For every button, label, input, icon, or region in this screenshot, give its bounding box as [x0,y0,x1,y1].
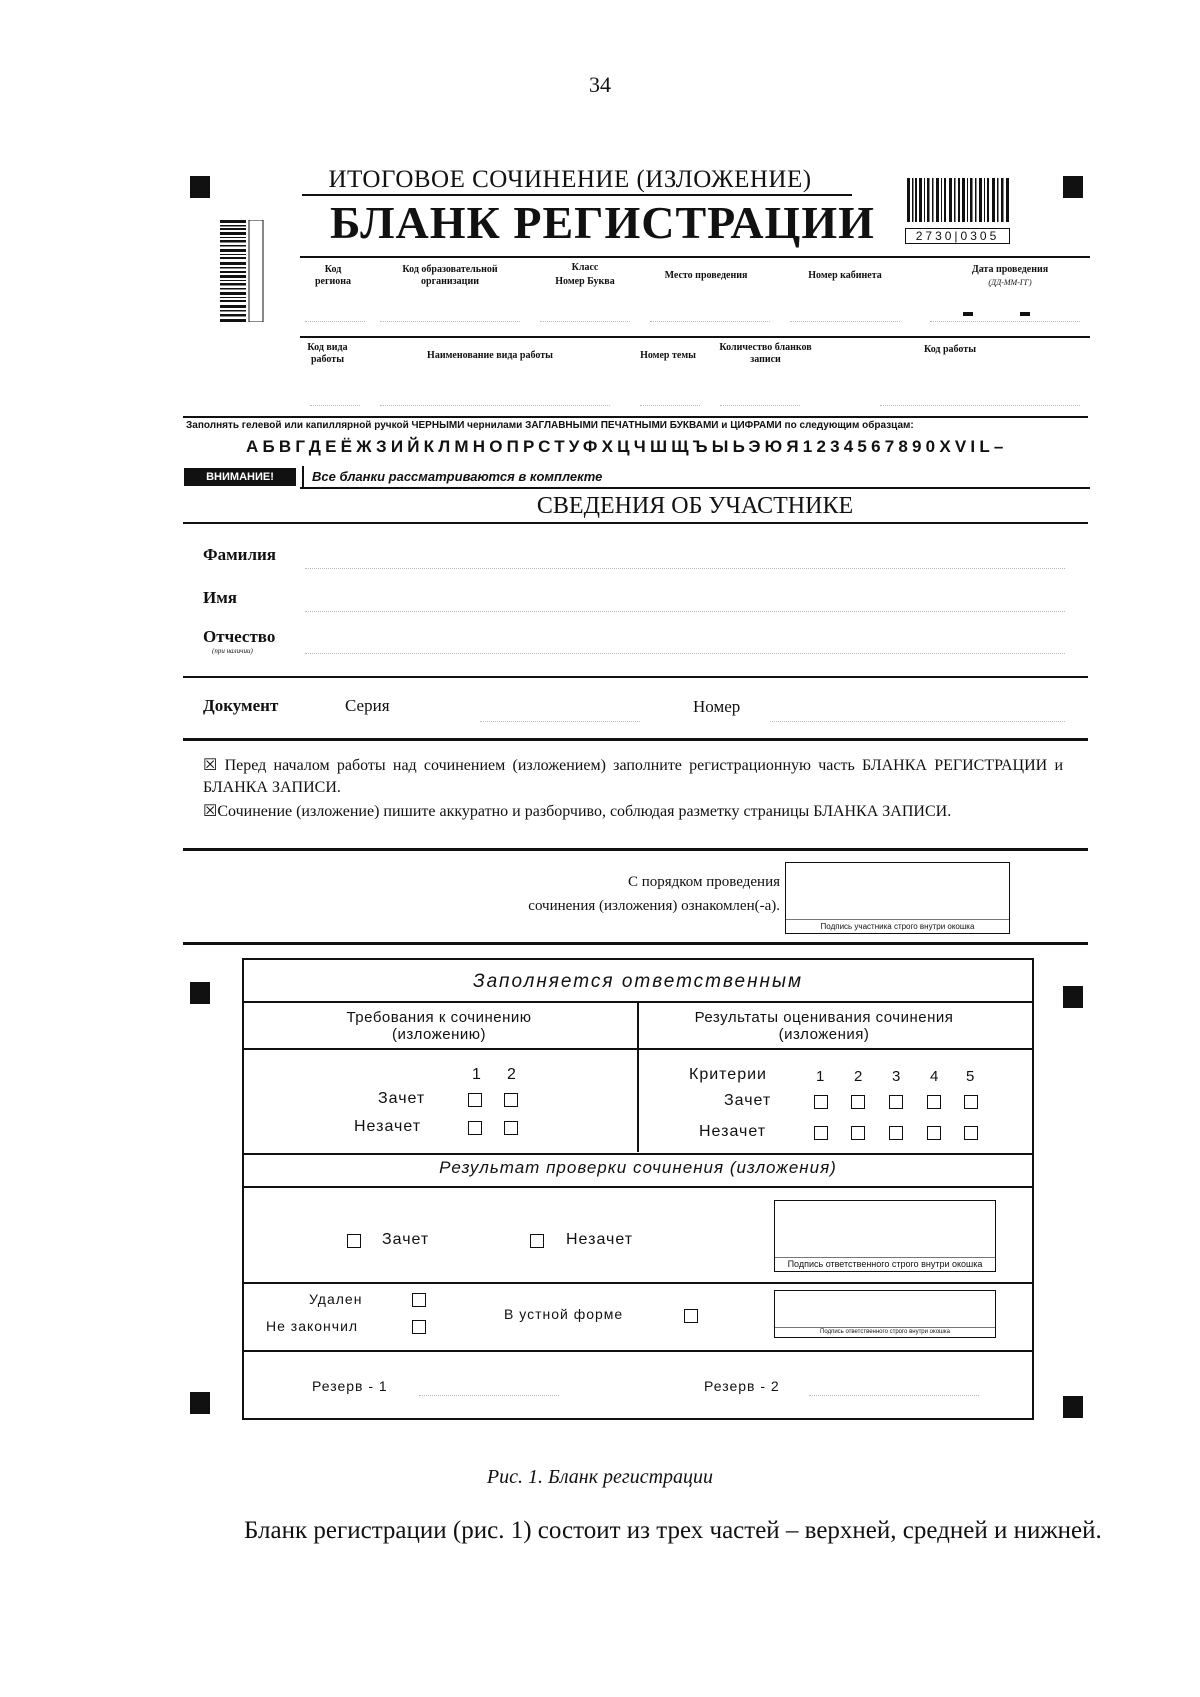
note-1-text: Перед началом работы над сочинением (изложением) заполните регистрационную часть БЛАНКА РЕГИСТРАЦИИ и БЛАНКА ЗАПИСИ. [203,757,1064,796]
label-work-type-name: Наименование вида работы [427,350,553,361]
instruction-top-line [183,416,1088,418]
header-divider-2 [300,336,1090,338]
field-region-code[interactable] [305,292,365,322]
responsible-signature-box-2[interactable] [774,1290,996,1338]
req-fail-checkbox-2[interactable] [504,1121,518,1135]
label-blank-count: Количество бланков записи [719,342,812,365]
note-2-text: Сочинение (изложение) пишите аккуратно и разборчиво, соблюдая разметку страницы БЛАНКА ЗАПИСИ. [217,803,952,820]
anchor-marker-bottom-right [1063,1396,1083,1418]
criteria-label: Критерии [689,1066,767,1083]
document-top-line [183,676,1088,678]
note-2-checkbox-icon: ☒ [203,803,218,820]
label-series: Серия [345,696,390,715]
criteria-pass-checkbox-5[interactable] [964,1095,978,1109]
responsible-top-line [183,942,1088,945]
check-result-title-underline [244,1186,1032,1188]
page-number: 34 [589,72,611,97]
field-surname[interactable] [305,535,1065,569]
req-pass-checkbox-2[interactable] [504,1093,518,1107]
fill-rule-text: Заполнять гелевой или капиллярной ручкой ЧЕРНЫМИ чернилами ЗАГЛАВНЫМИ ПЕЧАТНЫМИ БУКВАМИ и ЦИФРАМИ по следующим образцам: [186,420,914,431]
check-result-title: Результат проверки сочинения (изложения) [439,1158,837,1177]
responsible-signature-caption: Подпись ответственного строго внутри окошка [775,1257,995,1269]
anchor-marker-bottom-left [190,1392,210,1414]
field-topic-number[interactable] [640,376,700,406]
participant-title-underline [183,522,1088,524]
req-number-2: 2 [507,1066,516,1083]
acknowledge-line-1: С порядком проведения [627,874,780,890]
label-venue: Место проведения [664,270,748,281]
note-1-checkbox-icon: ☒ [203,757,225,774]
field-room[interactable] [790,292,900,322]
criteria-number-4: 4 [930,1068,939,1085]
label-name: Имя [203,588,237,607]
attention-bottom-line [300,487,1090,489]
result-fail-label: Незачет [566,1231,634,1248]
field-work-type-name[interactable] [380,376,610,406]
responsible-title: Заполняется ответственным [244,960,1032,1003]
result-fail-checkbox[interactable] [530,1234,544,1248]
vertical-barcode [220,220,266,322]
field-document-series[interactable] [480,690,640,722]
anchor-marker-top-left [190,176,210,198]
criteria-fail-checkbox-2[interactable] [851,1126,865,1140]
label-work-type-code: Код вида работы [307,342,348,365]
label-date: Дата проведения [971,264,1049,275]
field-patronymic[interactable] [305,620,1065,654]
label-class: Класс [571,262,599,273]
criteria-number-5: 5 [966,1068,975,1085]
field-venue[interactable] [650,292,770,322]
criteria-pass-checkbox-1[interactable] [814,1095,828,1109]
results-header: Результаты оценивания сочинения (изложения) [694,1009,954,1043]
removed-label: Удален [309,1291,363,1307]
criteria-pass-checkbox-2[interactable] [851,1095,865,1109]
participant-section-title: СВЕДЕНИЯ ОБ УЧАСТНИКЕ [536,493,854,519]
participant-signature-box[interactable] [785,862,1010,934]
label-patronymic: Отчество [203,627,276,646]
attention-text: Все бланки рассматриваются в комплекте [312,469,603,484]
responsible-signature-box[interactable] [774,1200,996,1272]
req-fail-label: Незачет [354,1118,422,1135]
horizontal-barcode [905,178,1010,243]
date-dash-1 [963,312,973,316]
label-number: Номер [693,697,741,716]
label-work-code: Код работы [923,344,977,355]
not-finished-checkbox[interactable] [412,1320,426,1334]
anchor-marker-mid-left [190,982,210,1004]
label-class-sub: Номер Буква [555,276,615,287]
acknowledge-top-line [183,848,1088,851]
field-org-code[interactable] [380,292,520,322]
criteria-number-2: 2 [854,1068,863,1085]
document-bottom-line [183,738,1088,741]
form-title-top: ИТОГОВОЕ СОЧИНЕНИЕ (ИЗЛОЖЕНИЕ) [328,166,812,193]
label-date-format: (ДД-ММ-ГГ) [988,278,1032,287]
label-surname: Фамилия [203,545,277,564]
anchor-marker-top-right [1063,176,1083,198]
removed-checkbox[interactable] [412,1293,426,1307]
reserve-1-field[interactable] [419,1368,559,1396]
req-number-1: 1 [472,1066,481,1083]
label-region-code: Код региона [314,264,352,287]
field-work-code[interactable] [880,376,1080,406]
result-pass-checkbox[interactable] [347,1234,361,1248]
sample-alphabet: АБВГДЕЁЖЗИЙКЛМНОПРСТУФХЦЧШЩЪЫЬЭЮЯ1234567890XVIL– [246,437,1008,456]
reserve-1-label: Резерв - 1 [312,1378,388,1394]
field-document-number[interactable] [770,690,1065,722]
req-pass-label: Зачет [378,1090,426,1107]
label-patronymic-note: (при наличии) [212,647,253,655]
acknowledge-line-2: сочинения (изложения) ознакомлен(-а). [528,898,780,914]
requirements-header: Требования к сочинению (изложению) [346,1009,532,1043]
removed-section-top-line [244,1282,1032,1284]
not-finished-label: Не закончил [266,1318,359,1334]
field-work-type-code[interactable] [310,376,360,406]
note-2 [203,801,1083,823]
criteria-fail-label: Незачет [699,1123,767,1140]
oral-form-checkbox[interactable] [684,1309,698,1323]
check-result-top-line [244,1153,1032,1155]
criteria-pass-label: Зачет [724,1092,772,1109]
criteria-fail-checkbox-4[interactable] [927,1126,941,1140]
field-blank-count[interactable] [720,376,800,406]
label-room: Номер кабинета [808,270,882,281]
label-document: Документ [203,696,279,715]
oral-form-label: В устной форме [504,1306,624,1322]
attention-label: ВНИМАНИЕ! [184,468,296,486]
responsible-signature-caption-2: Подпись ответственного строго внутри окошка [775,1327,995,1335]
participant-signature-caption: Подпись участника строго внутри окошка [786,919,1009,931]
reserve-section-top-line [244,1350,1032,1352]
req-pass-checkbox-1[interactable] [468,1093,482,1107]
note-1 [203,755,1063,799]
responsible-table [242,958,1034,1420]
criteria-pass-checkbox-3[interactable] [889,1095,903,1109]
criteria-fail-checkbox-1[interactable] [814,1126,828,1140]
field-class[interactable] [540,292,630,322]
criteria-pass-checkbox-4[interactable] [927,1095,941,1109]
label-org-code: Код образовательной организации [402,264,498,287]
reserve-2-label: Резерв - 2 [704,1378,780,1394]
figure-caption: Рис. 1. Бланк регистрации [486,1466,714,1488]
reserve-2-field[interactable] [809,1368,979,1396]
result-pass-label: Зачет [382,1231,430,1248]
date-dash-2 [1020,312,1030,316]
criteria-number-3: 3 [892,1068,901,1085]
field-name[interactable] [305,578,1065,612]
criteria-fail-checkbox-3[interactable] [889,1126,903,1140]
req-fail-checkbox-1[interactable] [468,1121,482,1135]
form-title-main: БЛАНК РЕГИСТРАЦИИ [330,197,875,248]
barcode-number: 2730|0305 [905,228,1010,244]
header-divider-1 [300,256,1090,258]
responsible-column-divider-lower [637,1048,639,1152]
anchor-marker-mid-right [1063,986,1083,1008]
field-date[interactable] [930,292,1080,322]
label-topic-number: Номер темы [640,350,696,361]
body-paragraph: Бланк регистрации (рис. 1) состоит из трех частей – верхней, средней и нижней. [244,1517,1102,1544]
attention-separator [302,466,304,488]
criteria-fail-checkbox-5[interactable] [964,1126,978,1140]
criteria-number-1: 1 [816,1068,825,1085]
